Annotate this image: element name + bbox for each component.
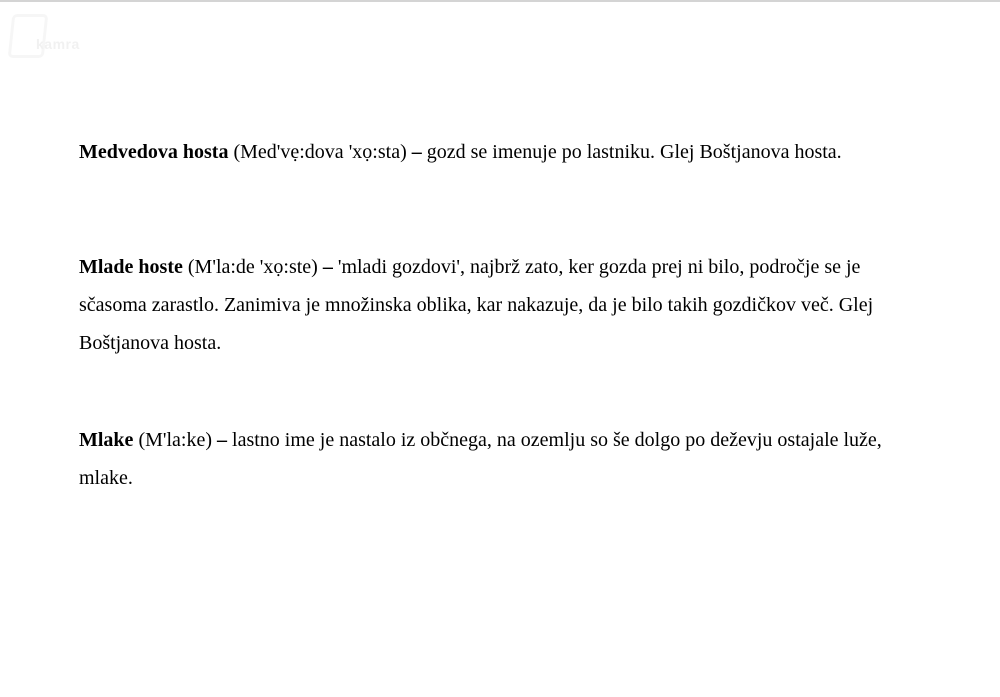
entry-pronunciation: (M'la:ke) <box>138 429 213 451</box>
entry-dash: – <box>322 256 333 278</box>
entry-dash: – <box>411 141 422 163</box>
entry-term: Mlake <box>79 429 134 451</box>
entry-definition: lastno ime je nastalo iz občnega, na ozemlju so še dolgo po deževju ostajale luže, mlake. <box>79 429 882 489</box>
entry-term: Mlade hoste <box>79 256 183 278</box>
watermark-logo <box>10 14 110 60</box>
entry-mlade-hoste <box>79 248 929 362</box>
top-border <box>0 0 1000 2</box>
entry-definition: gozd se imenuje po lastniku. Glej Boštjanova hosta. <box>426 141 842 163</box>
entry-definition: 'mladi gozdovi', najbrž zato, ker gozda prej ni bilo, področje se je sčasoma zarastlo. Zanimiva je množinska oblika, kar nakazuje, da je bilo takih gozdičkov več. Glej Boštjanova hosta. <box>79 256 874 354</box>
watermark-text: kamra <box>36 36 80 52</box>
entry-pronunciation: (Med'vẹ:dova 'xọ:sta) <box>233 141 407 163</box>
entry-mlake <box>79 421 929 497</box>
entry-pronunciation: (M'la:de 'xọ:ste) <box>187 256 318 278</box>
entry-medvedova-hosta <box>79 133 929 171</box>
entry-term: Medvedova hosta <box>79 141 229 163</box>
entry-dash: – <box>217 429 228 451</box>
